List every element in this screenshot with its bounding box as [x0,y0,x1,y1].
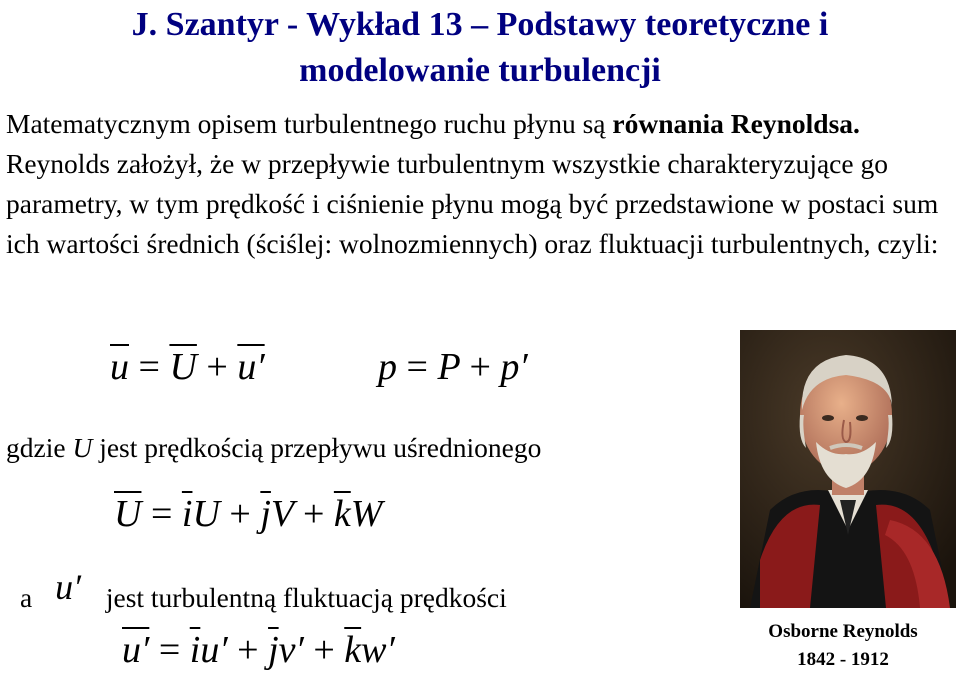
eq-mean-U: U [192,493,220,535]
eq-mean-equals: = [150,493,173,535]
eq-mean-plus-2: + [302,493,325,535]
equation-fluctuation [122,628,395,672]
eq-mean-j: $\overline{j}$ [260,493,271,535]
eq-p-lhs: p [378,346,397,388]
eq-vel-mean: $\overline{U}$ [169,346,197,388]
eq-vel-equals: = [138,346,160,388]
a-suffix: jest turbulentną fluktuacją prędkości [105,582,507,613]
gdzie-suffix: jest prędkością przepływu uśrednionego [92,432,542,463]
eq-p-plus: + [469,346,491,388]
equation-pressure [378,345,528,389]
eq-mean-V: V [270,493,294,535]
eq-mean-k: $\overline{k}$ [333,493,351,535]
eq-fl-k: $\overline{k}$ [344,629,362,671]
a-prefix: a [20,582,33,613]
gdzie-prefix: gdzie [6,432,73,463]
eq-fl-v: v′ [278,629,304,671]
title-line-2: modelowanie turbulencji [299,52,661,89]
intro-text-1: Matematycznym opisem turbulentnego ruchu płynu są [6,108,613,139]
title-line-1: J. Szantyr - Wykład 13 – Podstawy teoretyczne i [131,6,829,43]
gdzie-line [6,432,541,464]
portrait-image [740,330,956,608]
eq-fl-plus-2: + [313,629,335,671]
eq-fl-equals: = [158,629,181,671]
eq-fl-i: $\overline{i}$ [189,629,201,671]
eq-mean-plus-1: + [229,493,251,535]
equation-velocity [110,345,265,389]
eq-fl-w: w′ [361,629,395,671]
a-line [20,567,507,616]
eq-p-fluct: p′ [500,346,528,388]
slide-title [0,2,960,94]
eq-mean-i: $\overline{i}$ [181,493,193,535]
intro-text-2: Reynolds założył, że w przepływie turbulentnym wszystkie charakteryzujące go parametry, w tym prędkość i ciśnienie płynu mogą być przedstawione w postaci sum ich wartości średnich (ściślej: wolnozmiennych) oraz fluktuacji turbulentnych, czyli: [6,148,939,259]
equation-mean-velocity [114,492,382,536]
eq-vel-fluct: u′ [237,346,265,388]
a-var: u′ [55,567,81,607]
portrait-caption [730,618,956,674]
eq-fl-j: $\overline{j}$ [268,629,279,671]
gdzie-var: U [72,432,93,463]
eq-p-mean: P [437,346,460,388]
intro-paragraph [6,104,956,264]
caption-name: Osborne Reynolds [768,621,918,642]
caption-years: 1842 - 1912 [797,649,889,670]
eq-fl-plus-1: + [237,629,259,671]
intro-bold: równania Reynoldsa. [612,108,860,139]
eq-mean-W: W [350,493,383,535]
portrait-osborne-reynolds [740,330,956,608]
eq-fl-lhs: u′ [122,629,150,671]
eq-p-equals: = [406,346,428,388]
eq-mean-lhs: $\overline{U}$ [114,493,142,535]
eq-vel-plus: + [206,346,228,388]
eq-fl-u: u′ [200,629,228,671]
eq-vel-lhs: $\overline{u}$ [110,346,129,388]
